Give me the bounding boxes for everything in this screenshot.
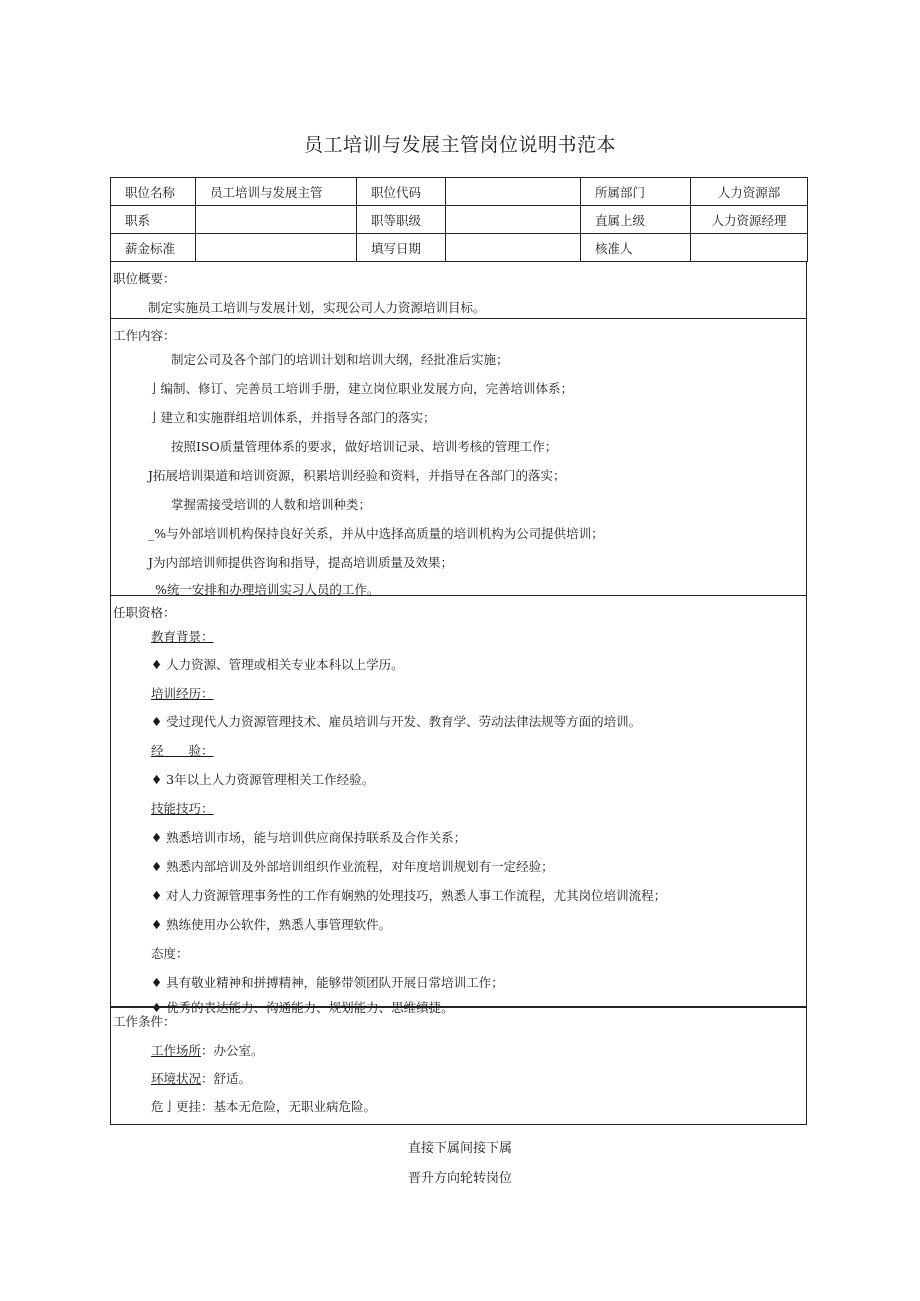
duty-item: 制定公司及各个部门的培训计划和培训大纲，经批准后实施； (171, 352, 509, 367)
header-info-table (110, 177, 808, 262)
skills-item: ♦ 熟悉内部培训及外部培训组织作业流程，对年度培训规划有一定经验； (151, 859, 554, 874)
training-label: 培训经历： (151, 686, 214, 701)
supervisor-label: 直属上级 (581, 206, 691, 234)
department-label: 所属部门 (581, 178, 691, 206)
fill-date-label: 填写日期 (357, 234, 446, 262)
page-title: 员工培训与发展主管岗位说明书范本 (303, 134, 616, 156)
attitude-item: ♦ 优秀的表达能力、沟通能力、规划能力、思维缜捷。 (151, 1000, 454, 1015)
skills-item: ♦ 对人力资源管理事务性的工作有娴熟的处理技巧，熟悉人事工作流程，尤其岗位培训流程； (151, 888, 667, 903)
duty-item: 掌握需接受培训的人数和培训种类； (171, 497, 372, 512)
supervisor-value: 人力资源经理 (691, 206, 808, 234)
overview-section (110, 262, 807, 319)
work-place-row (151, 1041, 264, 1059)
overview-title: 职位概要： (113, 271, 176, 286)
duty-item: 亅建立和实施群组培训体系，并指导各部门的落实； (148, 410, 436, 425)
duty-item: _%与外部培训机构保持良好关系，并从中选择高质量的培训机构为公司提供培训； (148, 526, 604, 541)
conditions-title: 工作条件： (113, 1014, 176, 1029)
position-code-value (446, 178, 581, 206)
qualifications-title: 任职资格： (113, 605, 176, 620)
salary-label: 薪金标准 (111, 234, 196, 262)
header-row-2 (111, 206, 808, 234)
job-family-value (196, 206, 357, 234)
training-item: ♦ 受过现代人力资源管理技术、雇员培训与开发、教育学、劳动法律法规等方面的培训。 (151, 714, 642, 729)
experience-item: ♦ 3年以上人力资源管理相关工作经验。 (151, 772, 375, 787)
grade-label: 职等职级 (357, 206, 446, 234)
skills-label: 技能技巧： (151, 801, 214, 816)
footer-career-path: 晋升方向轮转岗位 (407, 1171, 512, 1186)
duty-item: J为内部培训师提供咨询和指导，提高培训质量及效果； (148, 555, 454, 570)
duties-section (110, 319, 807, 596)
education-item: ♦ 人力资源、管理或相关专业本科以上学历。 (151, 657, 404, 672)
duty-item: J拓展培训渠道和培训资源，积累培训经验和资料，并指导在各部门的落实； (148, 468, 566, 483)
header-row-1 (111, 178, 808, 206)
work-place-value: ：办公室。 (201, 1043, 264, 1058)
qualifications-section (110, 596, 807, 1015)
experience-label: 经 验： (151, 743, 214, 758)
environment-label: 环境状况 (151, 1071, 202, 1086)
conditions-section (110, 1007, 807, 1125)
skills-item: ♦ 熟练使用办公软件，熟悉人事管理软件。 (151, 917, 392, 932)
job-family-label: 职系 (111, 206, 196, 234)
fill-date-value (446, 234, 581, 262)
hazard-row (151, 1097, 376, 1115)
approver-label: 核准人 (581, 234, 691, 262)
grade-value (446, 206, 581, 234)
position-name-value: 员工培训与发展主管 (196, 178, 357, 206)
work-place-label: 工作场所 (151, 1043, 202, 1058)
duties-title: 工作内容： (113, 328, 176, 343)
position-code-label: 职位代码 (357, 178, 446, 206)
education-label: 教育背景： (151, 629, 214, 644)
attitude-label: 态度： (151, 946, 189, 961)
attitude-item: ♦ 具有敬业精神和拼搏精神，能够带领团队开展日常培训工作； (151, 975, 504, 990)
approver-value (691, 234, 808, 262)
duty-item: 按照ISO质量管理体系的要求，做好培训记录、培训考核的管理工作； (171, 439, 558, 454)
environment-row (151, 1069, 251, 1087)
footer-subordinates: 直接下属间接下属 (407, 1141, 512, 1156)
skills-item: ♦ 熟悉培训市场，能与培训供应商保持联系及合作关系； (151, 830, 467, 845)
salary-value (196, 234, 357, 262)
hazard-label: 危亅更挂 (151, 1099, 202, 1114)
position-name-label: 职位名称 (111, 178, 196, 206)
hazard-value: ：基本无危险，无职业病危险。 (201, 1099, 377, 1114)
environment-value: ：舒适。 (201, 1071, 252, 1086)
duty-item: 亅编制、修订、完善员工培训手册，建立岗位职业发展方向，完善培训体系； (148, 381, 574, 396)
department-value: 人力资源部 (691, 178, 808, 206)
overview-text: 制定实施员工培训与发展计划，实现公司人力资源培训目标。 (148, 300, 486, 315)
duty-item: %统一安排和办理培训实习人员的工作。 (155, 582, 380, 597)
header-row-3 (111, 234, 808, 262)
